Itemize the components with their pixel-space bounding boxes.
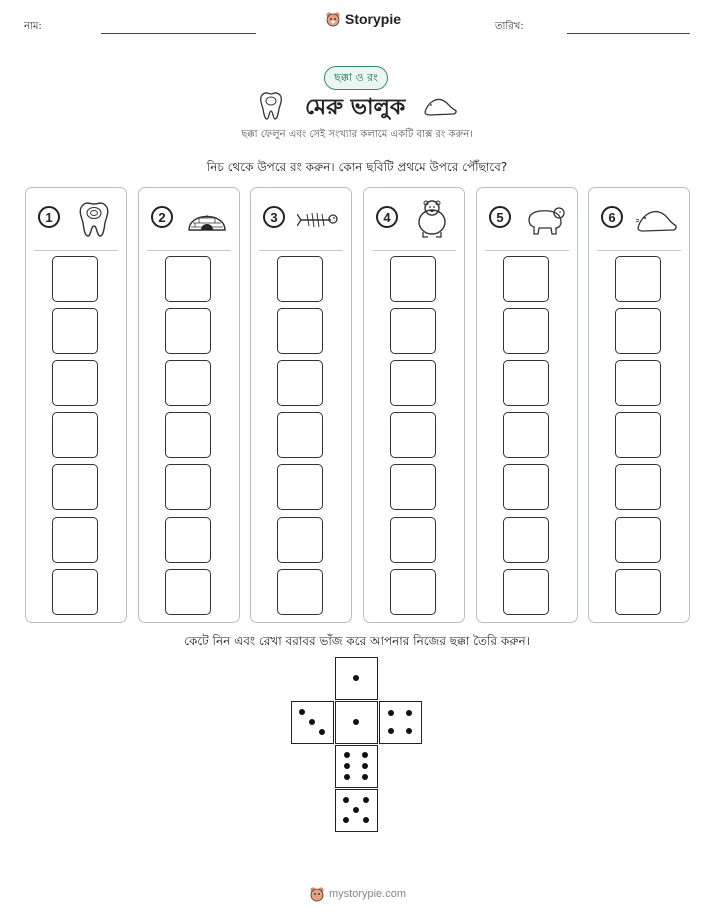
column-divider [259, 250, 343, 251]
tooth-title-icon [258, 91, 284, 121]
color-box[interactable] [165, 256, 211, 302]
color-box[interactable] [277, 256, 323, 302]
dice-pip [344, 752, 350, 758]
tooth-icon [72, 198, 116, 238]
dice-pip [353, 675, 359, 681]
dice-pip [362, 763, 368, 769]
color-box[interactable] [277, 464, 323, 510]
color-box[interactable] [277, 360, 323, 406]
column-6 [588, 187, 690, 623]
column-divider [485, 250, 569, 251]
color-box[interactable] [615, 464, 661, 510]
dice-face-4 [379, 701, 422, 744]
name-line [101, 33, 256, 34]
column-1 [25, 187, 127, 623]
polar-bear-standing-icon [410, 198, 454, 238]
column-number: 1 [38, 206, 60, 228]
color-box[interactable] [165, 464, 211, 510]
dice-pip [362, 752, 368, 758]
color-box[interactable] [503, 256, 549, 302]
color-box[interactable] [52, 360, 98, 406]
color-box[interactable] [52, 308, 98, 354]
activity-tag: ছক্কা ও রং [324, 66, 388, 90]
dice-pip [388, 710, 394, 716]
column-number: 3 [263, 206, 285, 228]
dice-pip [309, 719, 315, 725]
dice-pip [362, 774, 368, 780]
column-divider [372, 250, 456, 251]
page-title: মেরু ভালুক [305, 95, 406, 120]
dice-face-3 [291, 701, 334, 744]
dice-pip [363, 797, 369, 803]
dice-pip [343, 797, 349, 803]
color-box[interactable] [503, 360, 549, 406]
column-divider [597, 250, 681, 251]
color-box[interactable] [52, 256, 98, 302]
color-box[interactable] [503, 464, 549, 510]
color-box[interactable] [390, 256, 436, 302]
color-box[interactable] [390, 360, 436, 406]
color-box[interactable] [277, 569, 323, 615]
color-box[interactable] [52, 464, 98, 510]
instruction-text: নিচ থেকে উপরে রং করুন। কোন ছবিটি প্রথমে উপরে পৌঁছাবে? [206, 160, 508, 174]
seal-title-icon [422, 94, 458, 118]
color-box[interactable] [52, 569, 98, 615]
footer [309, 886, 406, 902]
column-number: 2 [151, 206, 173, 228]
column-2 [138, 187, 240, 623]
color-box[interactable] [52, 517, 98, 563]
color-box[interactable] [165, 569, 211, 615]
color-box[interactable] [277, 412, 323, 458]
color-box[interactable] [390, 308, 436, 354]
color-box[interactable] [503, 412, 549, 458]
column-divider [147, 250, 231, 251]
color-box[interactable] [165, 517, 211, 563]
color-box[interactable] [503, 569, 549, 615]
dice-face-1 [335, 657, 378, 700]
dice-pip [406, 710, 412, 716]
polar-bear-walking-icon [523, 198, 567, 238]
column-3 [250, 187, 352, 623]
dice-pip [363, 817, 369, 823]
bear-logo-icon [309, 886, 325, 902]
column-5 [476, 187, 578, 623]
color-box[interactable] [277, 308, 323, 354]
color-box[interactable] [503, 517, 549, 563]
color-box[interactable] [165, 412, 211, 458]
column-number: 4 [376, 206, 398, 228]
color-box[interactable] [390, 517, 436, 563]
dice-pip [406, 728, 412, 734]
bear-logo-icon [325, 11, 341, 27]
color-box[interactable] [615, 360, 661, 406]
color-box[interactable] [615, 517, 661, 563]
dice-pip [299, 709, 305, 715]
column-number: 5 [489, 206, 511, 228]
color-box[interactable] [277, 517, 323, 563]
name-label: নাম: [24, 21, 42, 32]
dice-pip [343, 817, 349, 823]
subtitle: ছক্কা ফেলুন এবং সেই সংখ্যার কলামে একটি বাক্স রং করুন। [241, 129, 473, 140]
fish-skeleton-icon [297, 198, 341, 238]
dice-pip [344, 774, 350, 780]
color-box[interactable] [390, 412, 436, 458]
date-label: তারিখ: [495, 21, 524, 32]
seal-icon [635, 198, 679, 238]
color-box[interactable] [615, 412, 661, 458]
color-box[interactable] [165, 308, 211, 354]
color-box[interactable] [615, 308, 661, 354]
igloo-icon [185, 198, 229, 238]
dice-pip [353, 807, 359, 813]
dice-face-6 [335, 745, 378, 788]
color-box[interactable] [390, 569, 436, 615]
date-line [567, 33, 690, 34]
color-box[interactable] [165, 360, 211, 406]
dice-pip [344, 763, 350, 769]
column-4 [363, 187, 465, 623]
color-box[interactable] [615, 569, 661, 615]
column-number: 6 [601, 206, 623, 228]
column-divider [34, 250, 118, 251]
dice-face-5 [335, 789, 378, 832]
color-box[interactable] [503, 308, 549, 354]
dice-pip [319, 729, 325, 735]
dice-pip [388, 728, 394, 734]
cut-instruction: কেটে নিন এবং রেখা বরাবর ভাঁজ করে আপনার নিজের ছক্কা তৈরি করুন। [184, 634, 530, 648]
dice-face-1 [335, 701, 378, 744]
dice-pip [353, 719, 359, 725]
storypie-logo [325, 11, 401, 27]
color-box[interactable] [390, 464, 436, 510]
color-box[interactable] [615, 256, 661, 302]
brand-name: Storypie [345, 11, 402, 27]
footer-url: mystorypie.com [329, 888, 407, 900]
color-box[interactable] [52, 412, 98, 458]
